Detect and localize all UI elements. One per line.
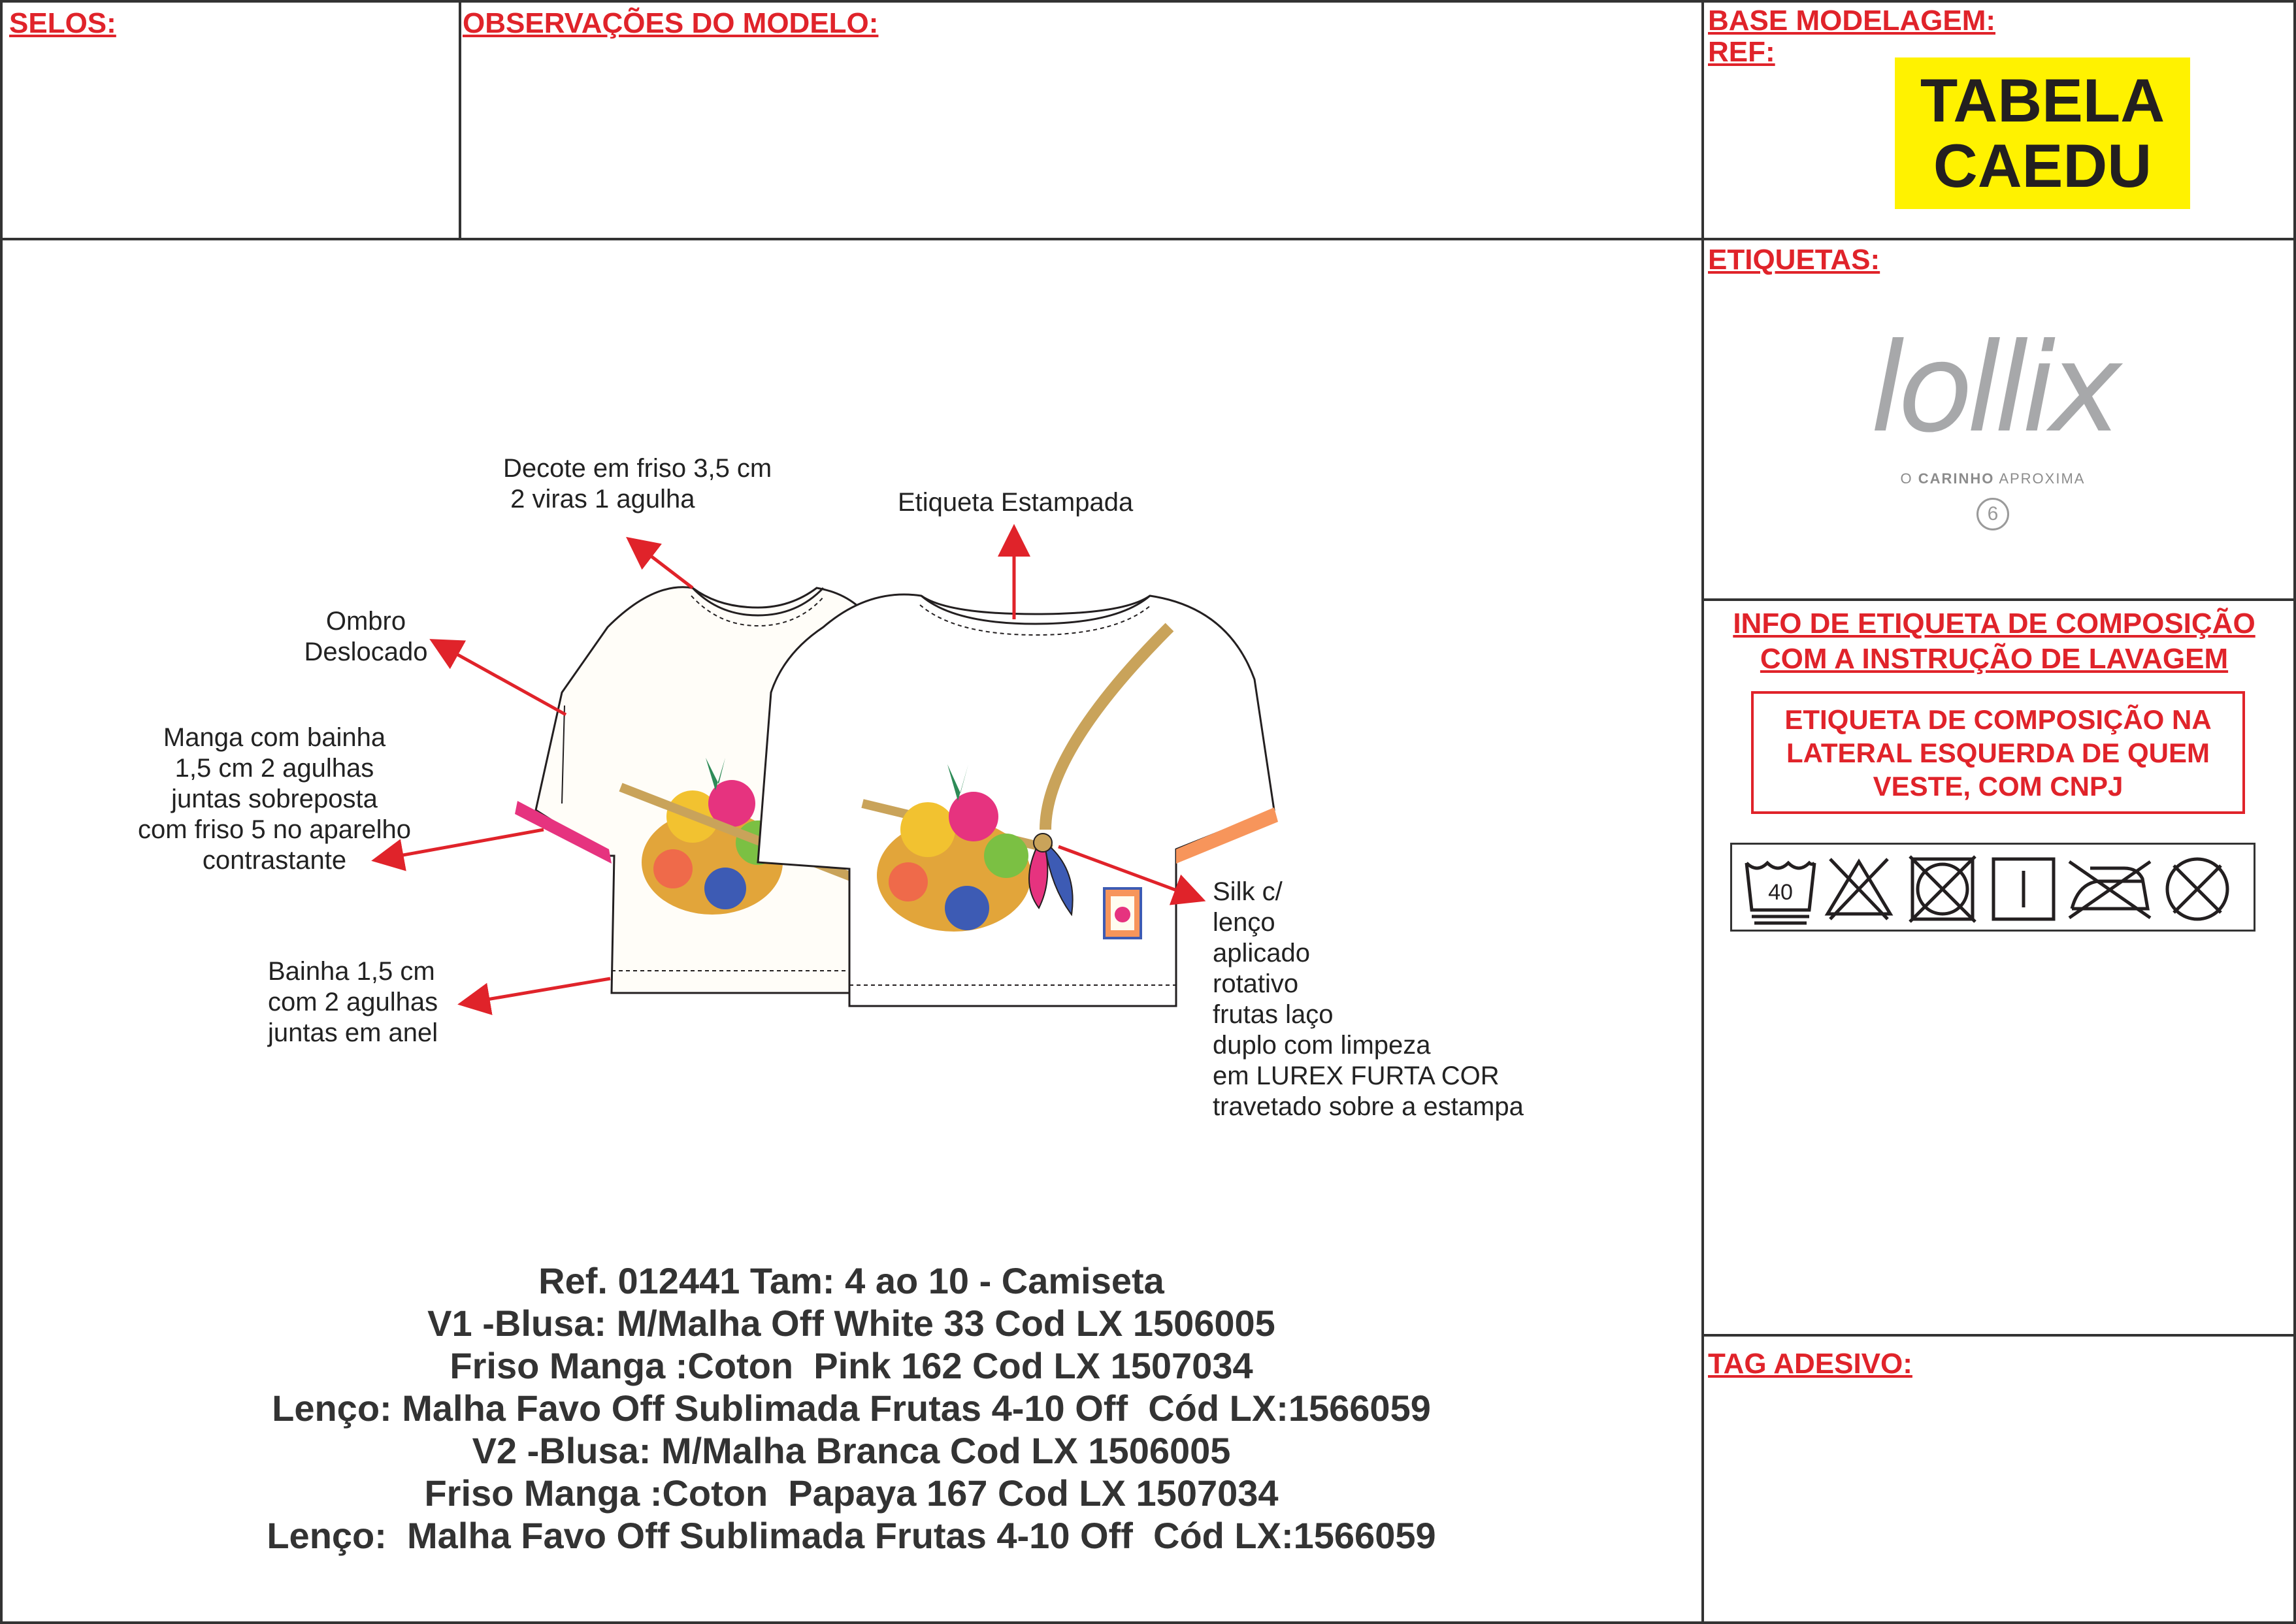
- selos-header: SELOS:: [9, 7, 116, 39]
- ref-header: REF:: [1708, 36, 1775, 68]
- arrow-bainha: [464, 979, 610, 1003]
- care-symbols-strip: [1730, 843, 2255, 932]
- brand-slogan: [1829, 470, 2156, 487]
- composition-title-line1: INFO DE ETIQUETA DE COMPOSIÇÃO: [1733, 608, 2255, 640]
- composition-title: [1707, 606, 2282, 677]
- spec-line: V1 -Blusa: M/Malha Off White 33 Cod LX 1506005: [427, 1303, 1275, 1344]
- brand-logo-text: lollix: [1870, 317, 2116, 460]
- composition-box-line2: LATERAL ESQUERDA DE QUEM: [1786, 737, 2210, 768]
- no-dry-clean-icon: [2167, 859, 2227, 919]
- tabela-line2: CAEDU: [1933, 131, 2152, 200]
- tabela-caedu-badge: [1895, 57, 2190, 209]
- arrow-decote: [631, 541, 693, 588]
- annotation-ombro: Ombro Deslocado: [304, 607, 428, 666]
- wash-temp-label: 40: [1768, 880, 1793, 905]
- arrow-ombro: [435, 642, 566, 715]
- no-tumble-dry-icon: [1910, 856, 1975, 922]
- no-iron-icon: [2069, 862, 2150, 918]
- annotation-bainha: Bainha 1,5 cm com 2 agulhas juntas em anel: [268, 957, 438, 1047]
- brand-logo: [1829, 307, 2156, 581]
- composition-box-line1: ETIQUETA DE COMPOSIÇÃO NA: [1784, 704, 2212, 735]
- base-modelagem-header: BASE MODELAGEM:: [1708, 5, 1995, 37]
- spec-line: Friso Manga :Coton Papaya 167 Cod LX 1507034: [424, 1472, 1279, 1514]
- composition-title-line2: COM A INSTRUÇÃO DE LAVAGEM: [1760, 643, 2229, 675]
- tabela-line1: TABELA: [1920, 66, 2165, 135]
- line-dry-icon: [1993, 859, 2054, 919]
- printed-label-patch: [1104, 888, 1141, 938]
- no-bleach-icon: [1828, 859, 1890, 919]
- slogan-part: O: [1900, 470, 1918, 487]
- size-mark: 6: [1976, 498, 2009, 530]
- composition-box-line3: VESTE, COM CNPJ: [1873, 770, 2124, 802]
- spec-block: [0, 1259, 1703, 1557]
- spec-line: Friso Manga :Coton Pink 162 Cod LX 1507034: [450, 1345, 1253, 1386]
- observacoes-header: OBSERVAÇÕES DO MODELO:: [463, 7, 879, 39]
- annotation-silk: Silk c/ lenço aplicado rotativo frutas laço duplo com limpeza em LUREX FURTA COR travetado sobre a estampa: [1213, 877, 1524, 1121]
- annotation-manga: Manga com bainha 1,5 cm 2 agulhas juntas sobreposta com friso 5 no aparelho contrastante: [137, 723, 411, 875]
- spec-line: Ref. 012441 Tam: 4 ao 10 - Camiseta: [538, 1260, 1164, 1301]
- spec-line: V2 -Blusa: M/Malha Branca Cod LX 1506005: [472, 1430, 1231, 1471]
- annotation-etiqueta-estampada: Etiqueta Estampada: [898, 488, 1134, 517]
- spec-line: Lenço: Malha Favo Off Sublimada Frutas 4-10 Off Cód LX:1566059: [267, 1515, 1436, 1556]
- composition-box: [1751, 691, 2245, 814]
- care-symbols-svg: [1732, 845, 2254, 930]
- annotation-decote: Decote em friso 3,5 cm 2 viras 1 agulha: [503, 454, 772, 513]
- etiquetas-header: ETIQUETAS:: [1708, 244, 1880, 276]
- spec-line: Lenço: Malha Favo Off Sublimada Frutas 4-10 Off Cód LX:1566059: [272, 1388, 1431, 1429]
- slogan-bold: CARINHO: [1918, 470, 1995, 487]
- slogan-part: APROXIMA: [1994, 470, 2086, 487]
- tag-adesivo-header: TAG ADESIVO:: [1708, 1348, 1912, 1380]
